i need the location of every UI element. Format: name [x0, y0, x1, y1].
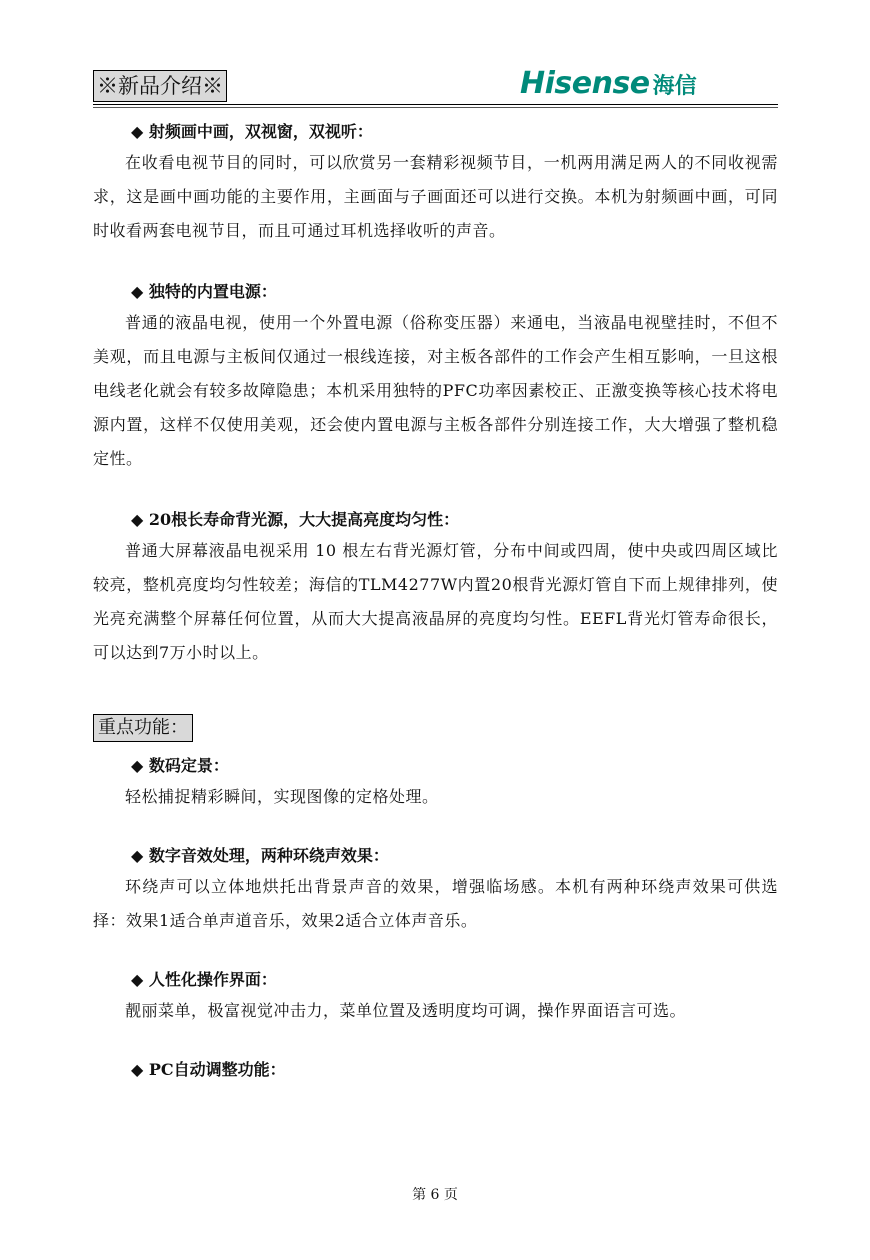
feature-heading: ◆ 射频画中画，双视窗，双视听：	[131, 122, 373, 141]
page-number: 第 6 页	[412, 1187, 458, 1203]
feature-section	[93, 278, 778, 476]
function-heading: ◆ PC自动调整功能：	[131, 1060, 286, 1079]
key-functions-title: 重点功能：	[93, 714, 193, 742]
function-body: 轻松捕捉精彩瞬间，实现图像的定格处理。	[125, 787, 439, 806]
function-heading: ◆ 数字音效处理，两种环绕声效果：	[131, 846, 389, 865]
function-item	[93, 752, 778, 814]
logo-cjk: 海信	[652, 74, 697, 99]
hisense-logo	[520, 66, 697, 102]
feature-section	[93, 506, 778, 670]
function-item	[93, 842, 778, 938]
section-title-box: ※新品介绍※	[93, 70, 227, 102]
feature-body: 普通大屏幕液晶电视采用 10 根左右背光源灯管，分布中间或四周，使中央或四周区域比较亮，整机亮度均匀性较差；海信的TLM4277W内置20根背光源灯管自下而上规律排列，使光亮充满整个屏幕任何位置，从而大大提高液晶屏的亮度均匀性。EEFL背光灯管寿命很长，可以达到7万小时以上。	[93, 541, 778, 662]
header-rule	[93, 104, 778, 105]
function-heading: ◆ 数码定景：	[131, 756, 229, 775]
function-item	[93, 966, 778, 1028]
function-heading: ◆ 人性化操作界面：	[131, 970, 277, 989]
feature-heading: ◆ 20根长寿命背光源，大大提高亮度均匀性：	[131, 510, 460, 529]
feature-heading: ◆ 独特的内置电源：	[131, 282, 277, 301]
document-body	[93, 108, 778, 1114]
function-item	[93, 1056, 778, 1084]
function-body: 靓丽菜单，极富视觉冲击力，菜单位置及透明度均可调，操作界面语言可选。	[125, 1001, 687, 1020]
function-body: 环绕声可以立体地烘托出背景声音的效果，增强临场感。本机有两种环绕声效果可供选择：效果1适合单声道音乐，效果2适合立体声音乐。	[93, 877, 778, 930]
logo-latin: Hisense	[520, 66, 650, 101]
feature-section	[93, 118, 778, 248]
feature-body: 普通的液晶电视，使用一个外置电源（俗称变压器）来通电，当液晶电视壁挂时，不但不美观，而且电源与主板间仅通过一根线连接，对主板各部件的工作会产生相互影响，一旦这根电线老化就会有较多故障隐患；本机采用独特的PFC功率因素校正、正激变换等核心技术将电源内置，这样不仅使用美观，还会使内置电源与主板各部件分别连接工作，大大增强了整机稳定性。	[93, 313, 778, 468]
feature-body: 在收看电视节目的同时，可以欣赏另一套精彩视频节目，一机两用满足两人的不同收视需求，这是画中画功能的主要作用，主画面与子画面还可以进行交换。本机为射频画中画，可同时收看两套电视节目，而且可通过耳机选择收听的声音。	[93, 153, 778, 240]
